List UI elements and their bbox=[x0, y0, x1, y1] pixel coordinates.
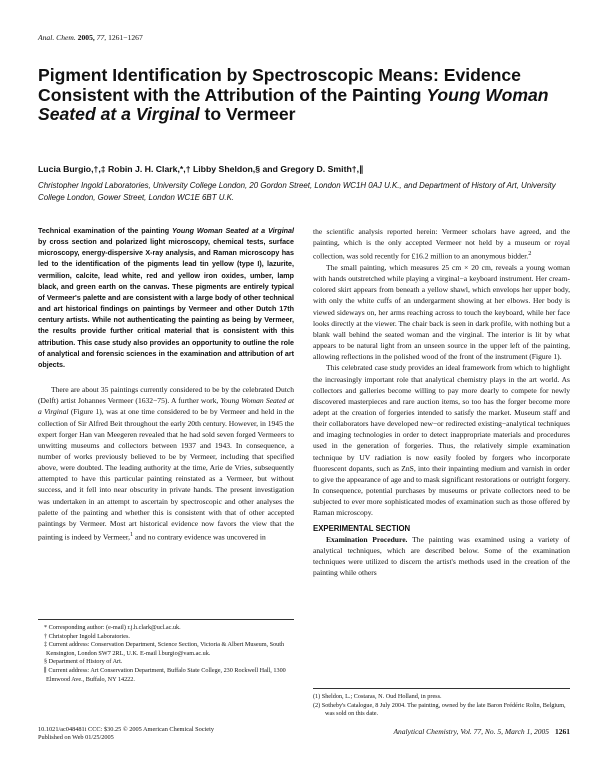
journal-volume: 77, bbox=[96, 33, 107, 42]
title-italic: Young Woman Seated at a Virginal bbox=[38, 84, 549, 124]
journal-abbrev: Anal. Chem. bbox=[38, 33, 76, 42]
footnote: § Department of History of Art. bbox=[44, 658, 123, 666]
paragraph-text: the scientific analysis reported herein: Vermeer scholars have agreed, and the painting, which is the only accepted Vermeer not held by a museum or royal collection, was sold recently for £16.2 million to an anonymous bidder. bbox=[313, 227, 570, 261]
references bbox=[313, 688, 570, 719]
page-number: 1261 bbox=[555, 727, 570, 736]
published-line: Published on Web 01/25/2005 bbox=[38, 734, 114, 742]
journal-pages: 1261−1267 bbox=[108, 33, 143, 42]
left-column bbox=[38, 226, 294, 543]
footnotes bbox=[38, 619, 294, 684]
article-title bbox=[38, 66, 558, 125]
journal-year: 2005, bbox=[77, 33, 95, 42]
footnote: ‡ Current address: Conservation Department, Science Section, Victoria & Albert Museum, South Kensington, London SW7 2RL, U.K. E-mail l.burgio@vam.ac.uk. bbox=[44, 641, 285, 657]
section-heading: EXPERIMENTAL SECTION bbox=[313, 523, 411, 533]
intro-text-c: and no contrary evidence was uncovered in bbox=[133, 532, 266, 542]
body-paragraph: The small painting, which measures 25 cm × 20 cm, reveals a young woman with hands outstretched while playing a virginal−a keyboard instrument. Her cream-colored skirt appears from beneath a yellow shawl, which envelops her upper body, with only the white cuffs of an undergarment showing at her elbows. Her body is viewed sideways on, her arms reaching across to touch the keyboard, while her face looks directly at the viewer. The chair back is seen in dark profile, with nothing but a blank wall behind the seated woman and the virginal. The interior is lit by what appears to be natural light from an unseen source in the upper left of the painting, allowing reflections in the polished wood of the front of the instrument (Figure 1). bbox=[313, 262, 570, 362]
journal-reference bbox=[38, 33, 143, 42]
run-in-heading: Examination Procedure. bbox=[326, 534, 408, 544]
intro-text-a: There are about 35 paintings currently considered to be by the celebrated Dutch (Delft) artist Johannes Vermeer (1632−75). A further work, bbox=[38, 385, 294, 406]
author-list: Lucia Burgio,†,‡ Robin J. H. Clark,*,† Libby Sheldon,§ and Gregory D. Smith†,∥ bbox=[38, 164, 364, 174]
reference-item: (1) Sheldon, L.; Costaras, N. Oud Holland, in press. bbox=[313, 693, 442, 700]
right-column bbox=[313, 226, 570, 578]
title-part-2: to Vermeer bbox=[199, 104, 296, 124]
body-paragraph: This celebrated case study provides an ideal framework from which to highlight the increasingly important role that analytical chemistry plays in the art world. As collectors and galleries become willing to pay more dearly to compete for newly discovered masterpieces and rare auction items, so too has the forger become more adept at the creation of forgeries intended to satisfy the market. Museum staff and their collaborators have developed new−or redirected existing−analytical techniques and imaging technologies in order to detect inappropriate materials and procedures used in the generation of forgeries. Thus, the relatively simple examination technique by UV radiation is now easily fooled by forgers who incorporate fluorescent dopants, such as ZnS, into their inpainting medium and varnish in order to give the appearance of age and to mask significant restorations or outright forgery. In consequence, potential purchases by museums or private collectors need to be subjected to ever more sophisticated modes of examination such as those offered by Raman microscopy. bbox=[313, 363, 570, 518]
footer-right bbox=[393, 727, 570, 736]
abstract-text: by cross section and polarized light microscopy, chemical tests, surface microscopy, energy-dispersive X-ray analysis, and Raman microscopy has led to the identification of the pigments lead tin yellow (type I), lazurite, vermilion, calcite, lead white, red and yellow iron oxides, umber, lamp black, and green earth on the canvas. These pigments are entirely typical of Vermeer's palette and are consistent with a large body of other technical and art historical findings on paintings by Vermeer and other Dutch 17th century artists. While not authenticating the painting as being by Vermeer, the results provide further critical material that is consistent with this attribution. This case study also provides an opportunity to outline the role of analytical and forensic sciences in the examination and attribution of art objects. bbox=[38, 238, 294, 369]
doi-line: 10.1021/ac048481i CCC: $30.25 © 2005 American Chemical Society bbox=[38, 726, 215, 733]
abstract-lead: Technical examination of the painting bbox=[38, 227, 173, 235]
footnote: † Christopher Ingold Laboratories. bbox=[44, 632, 130, 640]
section-paragraph bbox=[313, 534, 570, 579]
reference-marker: 1 bbox=[130, 531, 134, 539]
intro-paragraph bbox=[38, 384, 294, 543]
footnote: ∥ Current address: Art Conservation Department, Buffalo State College, 230 Rockwell Hall, 1300 Elmwood Ave., Buffalo, NY 14222. bbox=[44, 666, 286, 683]
reference-item: (2) Sotheby's Catalogue, 8 July 2004. The painting, owned by the late Baron Frédéric Rolin, Belgium, was sold on this date. bbox=[313, 701, 566, 718]
affiliation: Christopher Ingold Laboratories, University College London, 20 Gordon Street, London WC1H 0AJ U.K., and Department of History of Art, University College London, Gower Street, London WC1E 6BT U.K. bbox=[38, 181, 556, 202]
intro-italic: Young Woman Seated at a Virginal bbox=[38, 396, 295, 417]
body-paragraph bbox=[313, 226, 570, 262]
section-text: The painting was examined using a variety of analytical techniques, which are described below. Some of the examination techniques were utilized to discern the artist's methods used in the creation of the painting while others bbox=[313, 534, 570, 578]
abstract bbox=[38, 226, 294, 371]
footer-left bbox=[38, 726, 214, 743]
footnote: * Corresponding author: (e-mail) r.j.h.clark@ucl.ac.uk. bbox=[44, 624, 181, 631]
intro-text-b: (Figure 1), was at one time considered to be by Vermeer and held in the collection of Sir Alfred Beit throughout the early 20th century. However, in 1945 the expert forger Han van Meegeren revealed that he had sold seven forged Vermeers to unwitting museums and collectors between 1937 and 1943. In consequence, a number of works previously believed to be by Vermeer, including that specified above, were doubted. The leading authority at the time, Arie de Vries, subsequently attempted to have this particular painting reinstated as a Vermeer, but without success, and it fell into near obscurity in private hands. The present investigation was undertaken in an attempt to ascertain by spectroscopic and other analyses the palette of the painting and whether this is consistent with that of other accepted paintings by Vermeer. Most art historical evidence now favors the view that the painting is indeed by Vermeer, bbox=[38, 407, 294, 542]
abstract-italic: Young Woman Seated at a Virginal bbox=[172, 227, 294, 235]
title-part-1: Pigment Identification by Spectroscopic Means: Evidence Consistent with the Attribution of the Painting bbox=[38, 65, 521, 105]
reference-marker: 2 bbox=[528, 250, 532, 258]
journal-line: Analytical Chemistry, Vol. 77, No. 5, March 1, 2005 bbox=[393, 727, 549, 736]
